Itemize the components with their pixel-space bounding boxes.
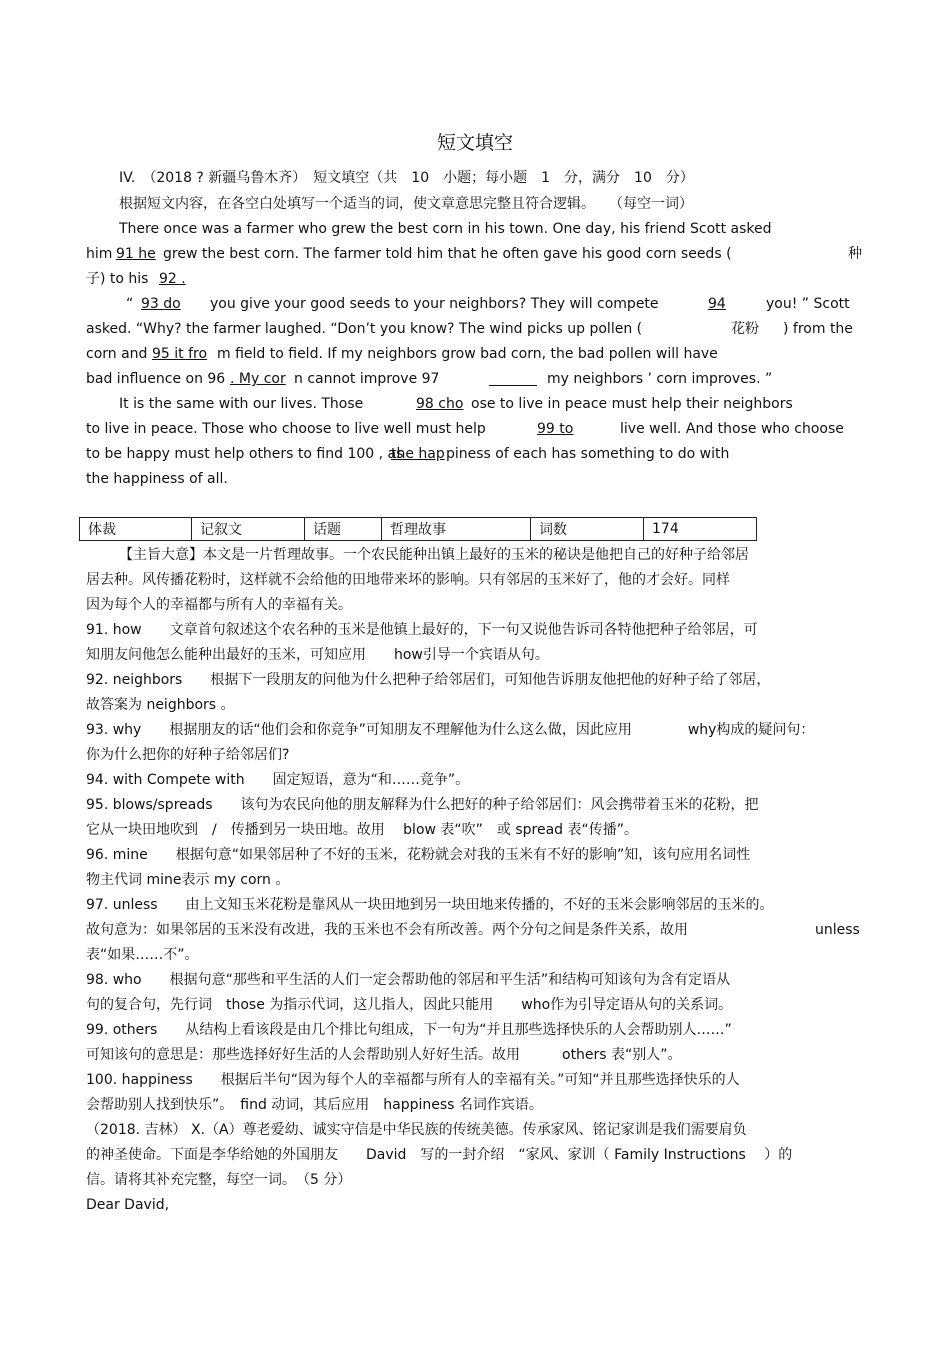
summary-line: 【主旨大意】本文是一片哲理故事。一个农民能种出镇上最好的玉米的秘诀是他把自己的好种子给邻居: [119, 547, 749, 563]
passage-text: “: [126, 296, 134, 312]
table-cell: 哲理故事: [382, 518, 531, 541]
blank-97-line: [489, 385, 537, 386]
answer-line: 句的复合句，先行词 those 为指示代词，这儿指人，因此只能用 who作为引导定语从句的关系词。: [86, 997, 733, 1013]
passage-text: corn and: [86, 346, 148, 362]
passage-text: piness of each has something to do with: [446, 446, 730, 462]
blank-95: 95 it fro: [152, 346, 208, 362]
passage-text: 子) to his: [86, 271, 149, 287]
passage-line: There once was a farmer who grew the best corn in his town. One day, his friend Scott asked: [119, 221, 772, 237]
passage-text: to be happy must help others to find 100 , as: [86, 446, 404, 462]
page-title: 短文填空: [436, 132, 513, 154]
blank-94: 94: [708, 296, 726, 312]
blank-92: 92 .: [159, 271, 186, 287]
passage-text: 花粉: [731, 321, 759, 337]
passage-text: asked. “Why? the farmer laughed. “Don’t you know? The wind picks up pollen (: [86, 321, 643, 337]
instruction: 根据短文内容，在各空白处填写一个适当的词，使文章意思完整且符合逻辑。 （每空一词）: [119, 196, 693, 212]
answer-line: 98. who 根据句意“那些和平生活的人们一定会帮助他的邻居和平生活”和结构可知该句为含有定语从: [86, 972, 731, 988]
passage-text: ose to live in peace must help their neighbors: [471, 396, 793, 412]
answer-line: 故答案为 neighbors 。: [86, 697, 235, 713]
passage-text: 种: [848, 246, 862, 262]
passage-text: him: [86, 246, 113, 262]
passage-text: you give your good seeds to your neighbors? They will compete: [210, 296, 659, 312]
section2-line: 信。请将其补充完整，每空一词。 （5 分）: [86, 1172, 352, 1188]
summary-line: 因为每个人的幸福都与所有人的幸福有关。: [86, 597, 352, 613]
answer-line: 97. unless 由上文知玉米花粉是靠风从一块田地到另一块田地来传播的，不好的玉米会影响邻居的玉米的。: [86, 897, 774, 913]
answer-line: 可知该句的意思是：那些选择好好生活的人会帮助别人好好生活。故用 others 表“别人”。: [86, 1047, 682, 1063]
answer-line: 知朋友问他怎么能种出最好的玉米，可知应用 how引导一个宾语从句。: [86, 647, 549, 663]
answer-line: 表“如果……不”。: [86, 947, 199, 963]
answer-line: 93. why 根据朋友的话“他们会和你竞争”可知朋友不理解他为什么这么做，因此应用 why构成的疑问句：: [86, 722, 815, 738]
table-cell: 174: [644, 518, 757, 541]
passage-text: to live in peace. Those who choose to live well must help: [86, 421, 486, 437]
answer-word: unless: [815, 922, 860, 938]
summary-line: 居去种。风传播花粉时，这样就不会给他的田地带来坏的影响。只有邻居的玉米好了，他的才会好。同样: [86, 572, 730, 588]
blank-96: . My cor: [230, 371, 286, 387]
passage-text: It is the same with our lives. Those: [119, 396, 364, 412]
table-cell: 词数: [531, 518, 644, 541]
passage-text: m field to field. If my neighbors grow bad corn, the bad pollen will have: [217, 346, 718, 362]
letter-greeting: Dear David,: [86, 1197, 170, 1213]
answer-line: 故句意为：如果邻居的玉米没有改进，我的玉米也不会有所改善。两个分句之间是条件关系，故用: [86, 922, 688, 938]
answer-line: 91. how 文章首句叙述这个农名种的玉米是他镇上最好的，下一句又说他告诉司各特他把种子给邻居，可: [86, 622, 758, 638]
table-cell: 话题: [305, 518, 382, 541]
blank-91: 91 he: [116, 246, 156, 262]
blank-100: the hap: [391, 446, 445, 462]
passage-text: you! ” Scott: [766, 296, 850, 312]
table-row: [80, 518, 757, 541]
passage-text: ) from the: [783, 321, 853, 337]
answer-line: 物主代词 mine表示 my corn 。: [86, 872, 290, 888]
answer-line: 95. blows/spreads 该句为农民向他的朋友解释为什么把好的种子给邻居们：风会携带着玉米的花粉，把: [86, 797, 759, 813]
answer-line: 94. with Compete with 固定短语，意为“和……竞争”。: [86, 772, 470, 788]
answer-line: 100. happiness 根据后半句“因为每个人的幸福都与所有人的幸福有关。”可知“并且那些选择快乐的人: [86, 1072, 740, 1088]
blank-99: 99 to: [537, 421, 574, 437]
section2-line: （2018. 吉林） X.（A）尊老爱幼、诚实守信是中华民族的传统美德。传承家风、铭记家训是我们需要肩负: [86, 1122, 747, 1138]
answer-line: 它从一块田地吹到 / 传播到另一块田地。故用 blow 表“吹” 或 spread 表“传播”。: [86, 822, 639, 838]
blank-98: 98 cho: [416, 396, 464, 412]
passage-text: grew the best corn. The farmer told him that he often gave his good corn seeds (: [163, 246, 732, 262]
passage-line: the happiness of all.: [86, 471, 228, 487]
table-cell: 记叙文: [192, 518, 305, 541]
answer-line: 92. neighbors 根据下一段朋友的问他为什么把种子给邻居们，可知他告诉朋友他把他的好种子给了邻居，: [86, 672, 771, 688]
passage-text: my neighbors ’ corn improves. ”: [547, 371, 773, 387]
section2-line: 的神圣使命。下面是李华给她的外国朋友 David 写的一封介绍 “家风、家训（ Family Instructions ）的: [86, 1147, 793, 1163]
section-header: IV. （2018 ? 新疆乌鲁木齐） 短文填空（共 10 小题；每小题 1 分，满分 10 分）: [119, 170, 694, 186]
passage-text: bad influence on 96: [86, 371, 226, 387]
table-cell: 体裁: [80, 518, 192, 541]
info-table: [79, 517, 757, 541]
passage-text: n cannot improve 97: [294, 371, 440, 387]
answer-line: 会帮助别人找到快乐”。 find 动词，其后应用 happiness 名词作宾语。: [86, 1097, 543, 1113]
answer-line: 96. mine 根据句意“如果邻居种了不好的玉米，花粉就会对我的玉米有不好的影响”知，该句应用名词性: [86, 847, 751, 863]
passage-text: live well. And those who choose: [620, 421, 844, 437]
blank-93: 93 do: [141, 296, 181, 312]
answer-line: 你为什么把你的好种子给邻居们?: [86, 747, 290, 763]
answer-line: 99. others 从结构上看该段是由几个排比句组成，下一句为“并且那些选择快乐的人会帮助别人……”: [86, 1022, 732, 1038]
